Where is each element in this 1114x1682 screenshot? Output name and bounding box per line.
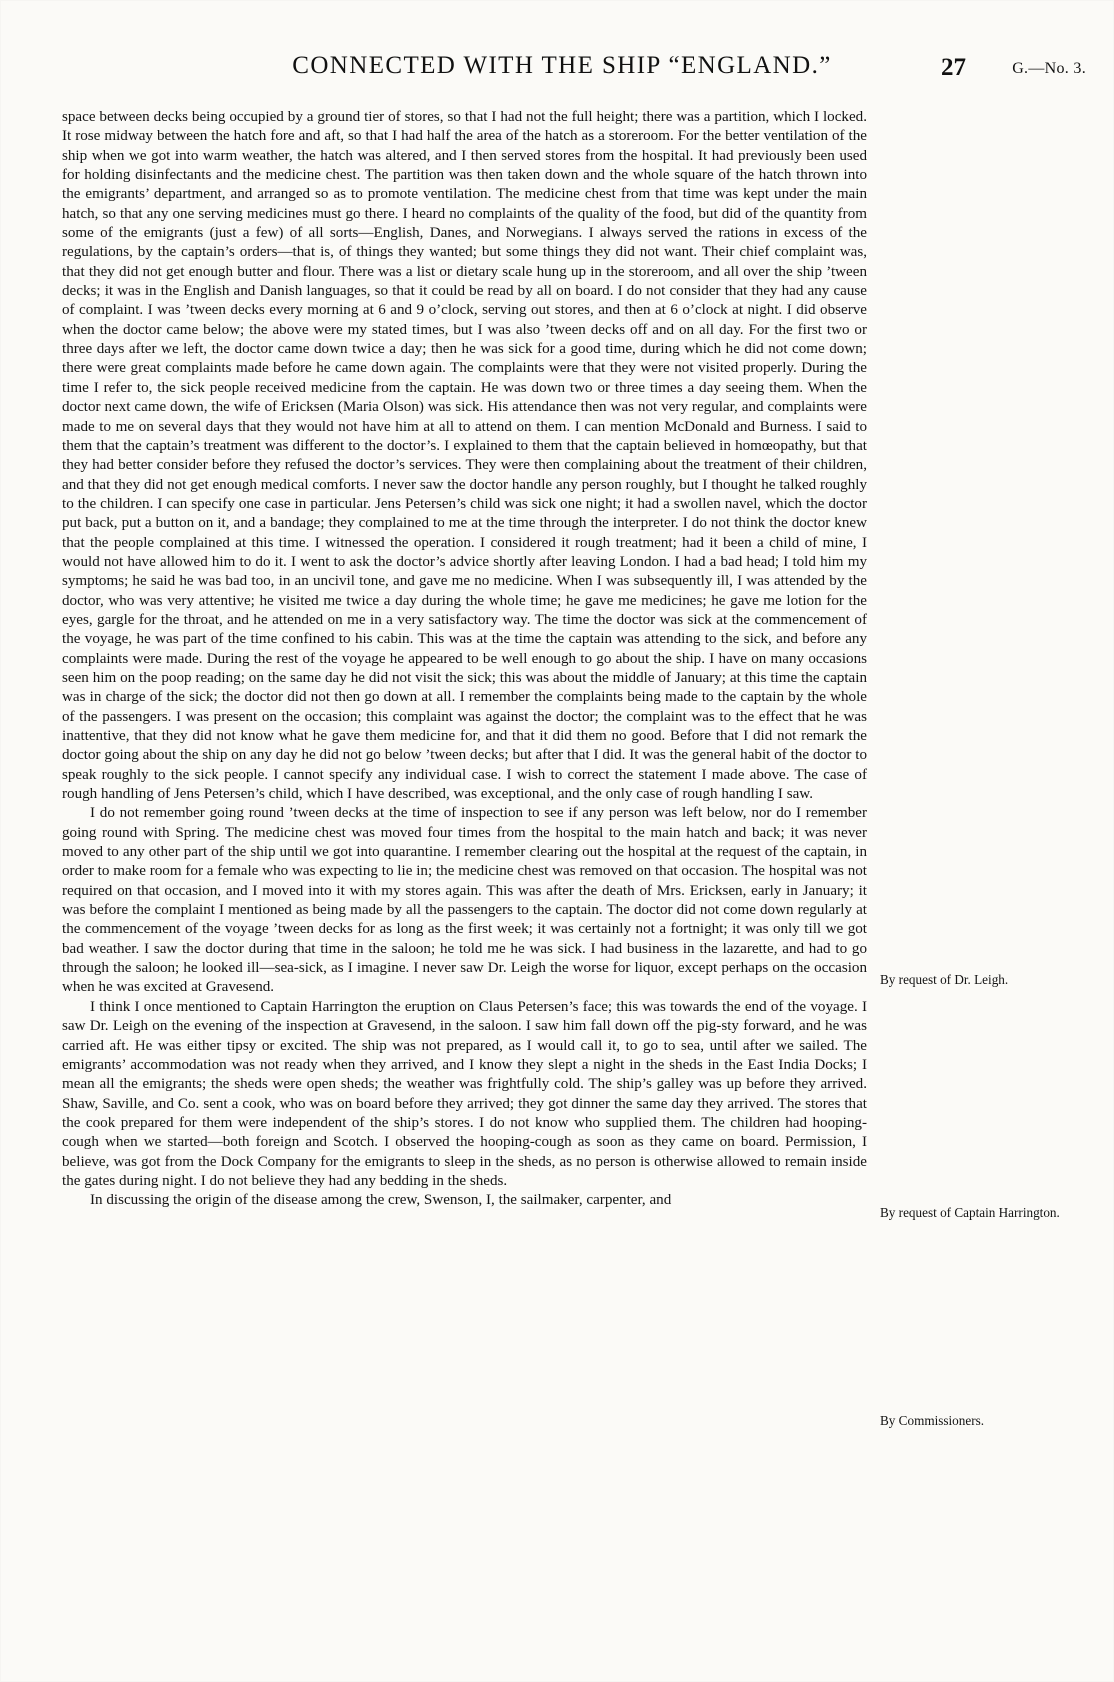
- margin-note: By request of Dr. Leigh.: [880, 972, 1009, 987]
- paragraph: I think I once mentioned to Captain Harrington the eruption on Claus Petersen’s face; this was towards the end of the voyage. I saw Dr. Leigh on the evening of the inspection at Gravesend, in the saloon. I saw him fall down off the pig-sty forward, and he was carried aft. He was either tipsy or excited. The ship was not prepared, as I would call it, to go to sea, until after we sailed. The emigrants’ accommodation was not ready when they arrived, and I know they slept a night in the sheds in the East India Docks; I mean all the emigrants; the sheds were open sheds; the weather was frightfully cold. The ship’s galley was up before they arrived. Shaw, Saville, and Co. sent a cook, who was on board before they arrived; they got dinner the same day they arrived. The stores that the cook prepared for them were independent of the ship’s stores. I do not know who supplied them. The children had hooping-cough when we started—both foreign and Scotch. I observed the hooping-cough as soon as they came on board. Permission, I believe, was got from the Dock Company for the emigrants to sleep in the sheds, as no person is otherwise allowed to remain inside the gates during night. I do not believe they had any bedding in the sheds.: [62, 998, 867, 1189]
- paragraph: space between decks being occupied by a ground tier of stores, so that I had not the full height; there was a partition, which I locked. It rose midway between the hatch fore and aft, so that I had half the area of the hatch as a storeroom. For the better ventilation of the ship when we got into warm weather, the hatch was altered, and I then served stores from the hospital. It had previously been used for holding disinfectants and the medicine chest. The partition was then taken down and the whole square of the hatch thrown into the emigrants’ department, and arranged so as to promote ventilation. The medicine chest from that time was kept under the main hatch, so that any one serving medicines must go there. I heard no complaints of the quality of the food, but did of the quantity from some of the emigrants (just a few) of all sorts—English, Danes, and Norwegians. I always served the rations in excess of the regulations, by the captain’s orders—that is, of things they wanted; but some things they did not want. Their chief complaint was, that they did not get enough butter and flour. There was a list or dietary scale hung up in the storeroom, and all over the ship ’tween decks; it was in the English and Danish languages, so that it could be read by all on board. I do not consider that they had any cause of complaint. I was ’tween decks every morning at 6 and 9 o’clock, serving out stores, and then at 6 o’clock at night. I did observe when the doctor came below; the above were my stated times, but I was also ’tween decks off and on all day. For the first two or three days after we left, the doctor came down twice a day; then he was sick for a good time, during which he did not come down; there were great complaints made before he came down again. The complaints were that they were not visited properly. During the time I refer to, the sick people received medicine from the captain. He was down two or three times a day seeing them. When the doctor next came down, the wife of Ericksen (Maria Olson) was sick. His attendance then was not very regular, and complaints were made to me on several days that they would not have him at all to attend on them. I can mention McDonald and Burness. I said to them that the captain’s treatment was different to the doctor’s. I explained to them that the captain believed in homœopathy, but that they had better consider before they refused the doctor’s services. They were then complaining about the treatment of their children, and that they did not get enough medical comforts. I never saw the doctor handle any person roughly, but I thought he talked roughly to the children. I can specify one case in particular. Jens Petersen’s child was sick one night; it had a swollen navel, which the doctor put back, put a button on it, and a bandage; they complained to me at the time through the interpreter. I do not think the doctor knew that the people complained at this time. I witnessed the operation. I considered it rough treatment; had it been a child of mine, I would not have allowed him to do it. I went to ask the doctor’s advice shortly after leaving London. I had a bad head; I told him my symptoms; he said he was bad too, in an uncivil tone, and gave me no medicine. When I was subsequently ill, I was attended by the doctor, who was very attentive; he visited me twice a day during the whole time; he gave me medicines; he gave me lotion for the eyes, gargle for the throat, and he attended on me in a very satisfactory way. The time the doctor was sick at the commencement of the voyage, he was part of the time confined to his cabin. This was at the time the captain was attending to the sick, and before any complaints were made. During the rest of the voyage he appeared to be well enough to go about the ship. I have on many occasions seen him on the poop reading; on the same day he did not visit the sick; this was about the middle of January; at this time the captain was in charge of the sick; the doctor did not then go down at all. I remember the complaints being made to the captain by the whole of the passengers. I was present on the occasion; this complaint was against the doctor; the complaint was to the effect that he was inattentive, that they did not know what he gave them medicine for, and that it did them no good. Before that I did not remark the doctor going about the ship on any day he did not go below ’tween decks; but after that I did. It was the general habit of the doctor to speak roughly to the sick people. I cannot specify any individual case. I wish to correct the statement I made above. The case of rough handling of Jens Petersen’s child, which I have described, was exceptional, and the only case of rough handling I saw.: [62, 109, 867, 803]
- document-reference: G.—No. 3.: [1012, 60, 1086, 77]
- paragraph: In discussing the origin of the disease among the crew, Swenson, I, the sailmaker, carpenter, and: [90, 1192, 672, 1209]
- page-number: 27: [941, 54, 966, 81]
- margin-note: By Commissioners.: [880, 1413, 985, 1428]
- body-text-column: [62, 108, 867, 1211]
- paragraph: I do not remember going round ’tween decks at the time of inspection to see if any person was left below, nor do I remember going round with Spring. The medicine chest was moved four times from the hospital to the main hatch and back; it was never moved to any other part of the ship until we got into quarantine. I remember clearing out the hospital at the request of the captain, in order to make room for a female who was expecting to lie in; the medicine chest was removed on that occasion. The hospital was not required on that occasion, and I moved into it with my stores again. This was after the death of Mrs. Ericksen, early in January; it was before the complaint I mentioned as being made by all the passengers to the captain. The doctor did not come down regularly at the commencement of the voyage ’tween decks for as long as the first week; it was certainly not a fortnight; it was only till we got bad weather. I saw the doctor during that time in the saloon; he told me he was sick. I had business in the lazarette, and had to go through the saloon; he looked ill—sea-sick, as I imagine. I never saw Dr. Leigh the worse for liquor, except perhaps on the occasion when he was excited at Gravesend.: [62, 805, 867, 996]
- margin-note: By request of Captain Harrington.: [880, 1205, 1060, 1220]
- page-header: [0, 52, 1114, 86]
- page-title: CONNECTED WITH THE SHIP “ENGLAND.”: [292, 52, 832, 79]
